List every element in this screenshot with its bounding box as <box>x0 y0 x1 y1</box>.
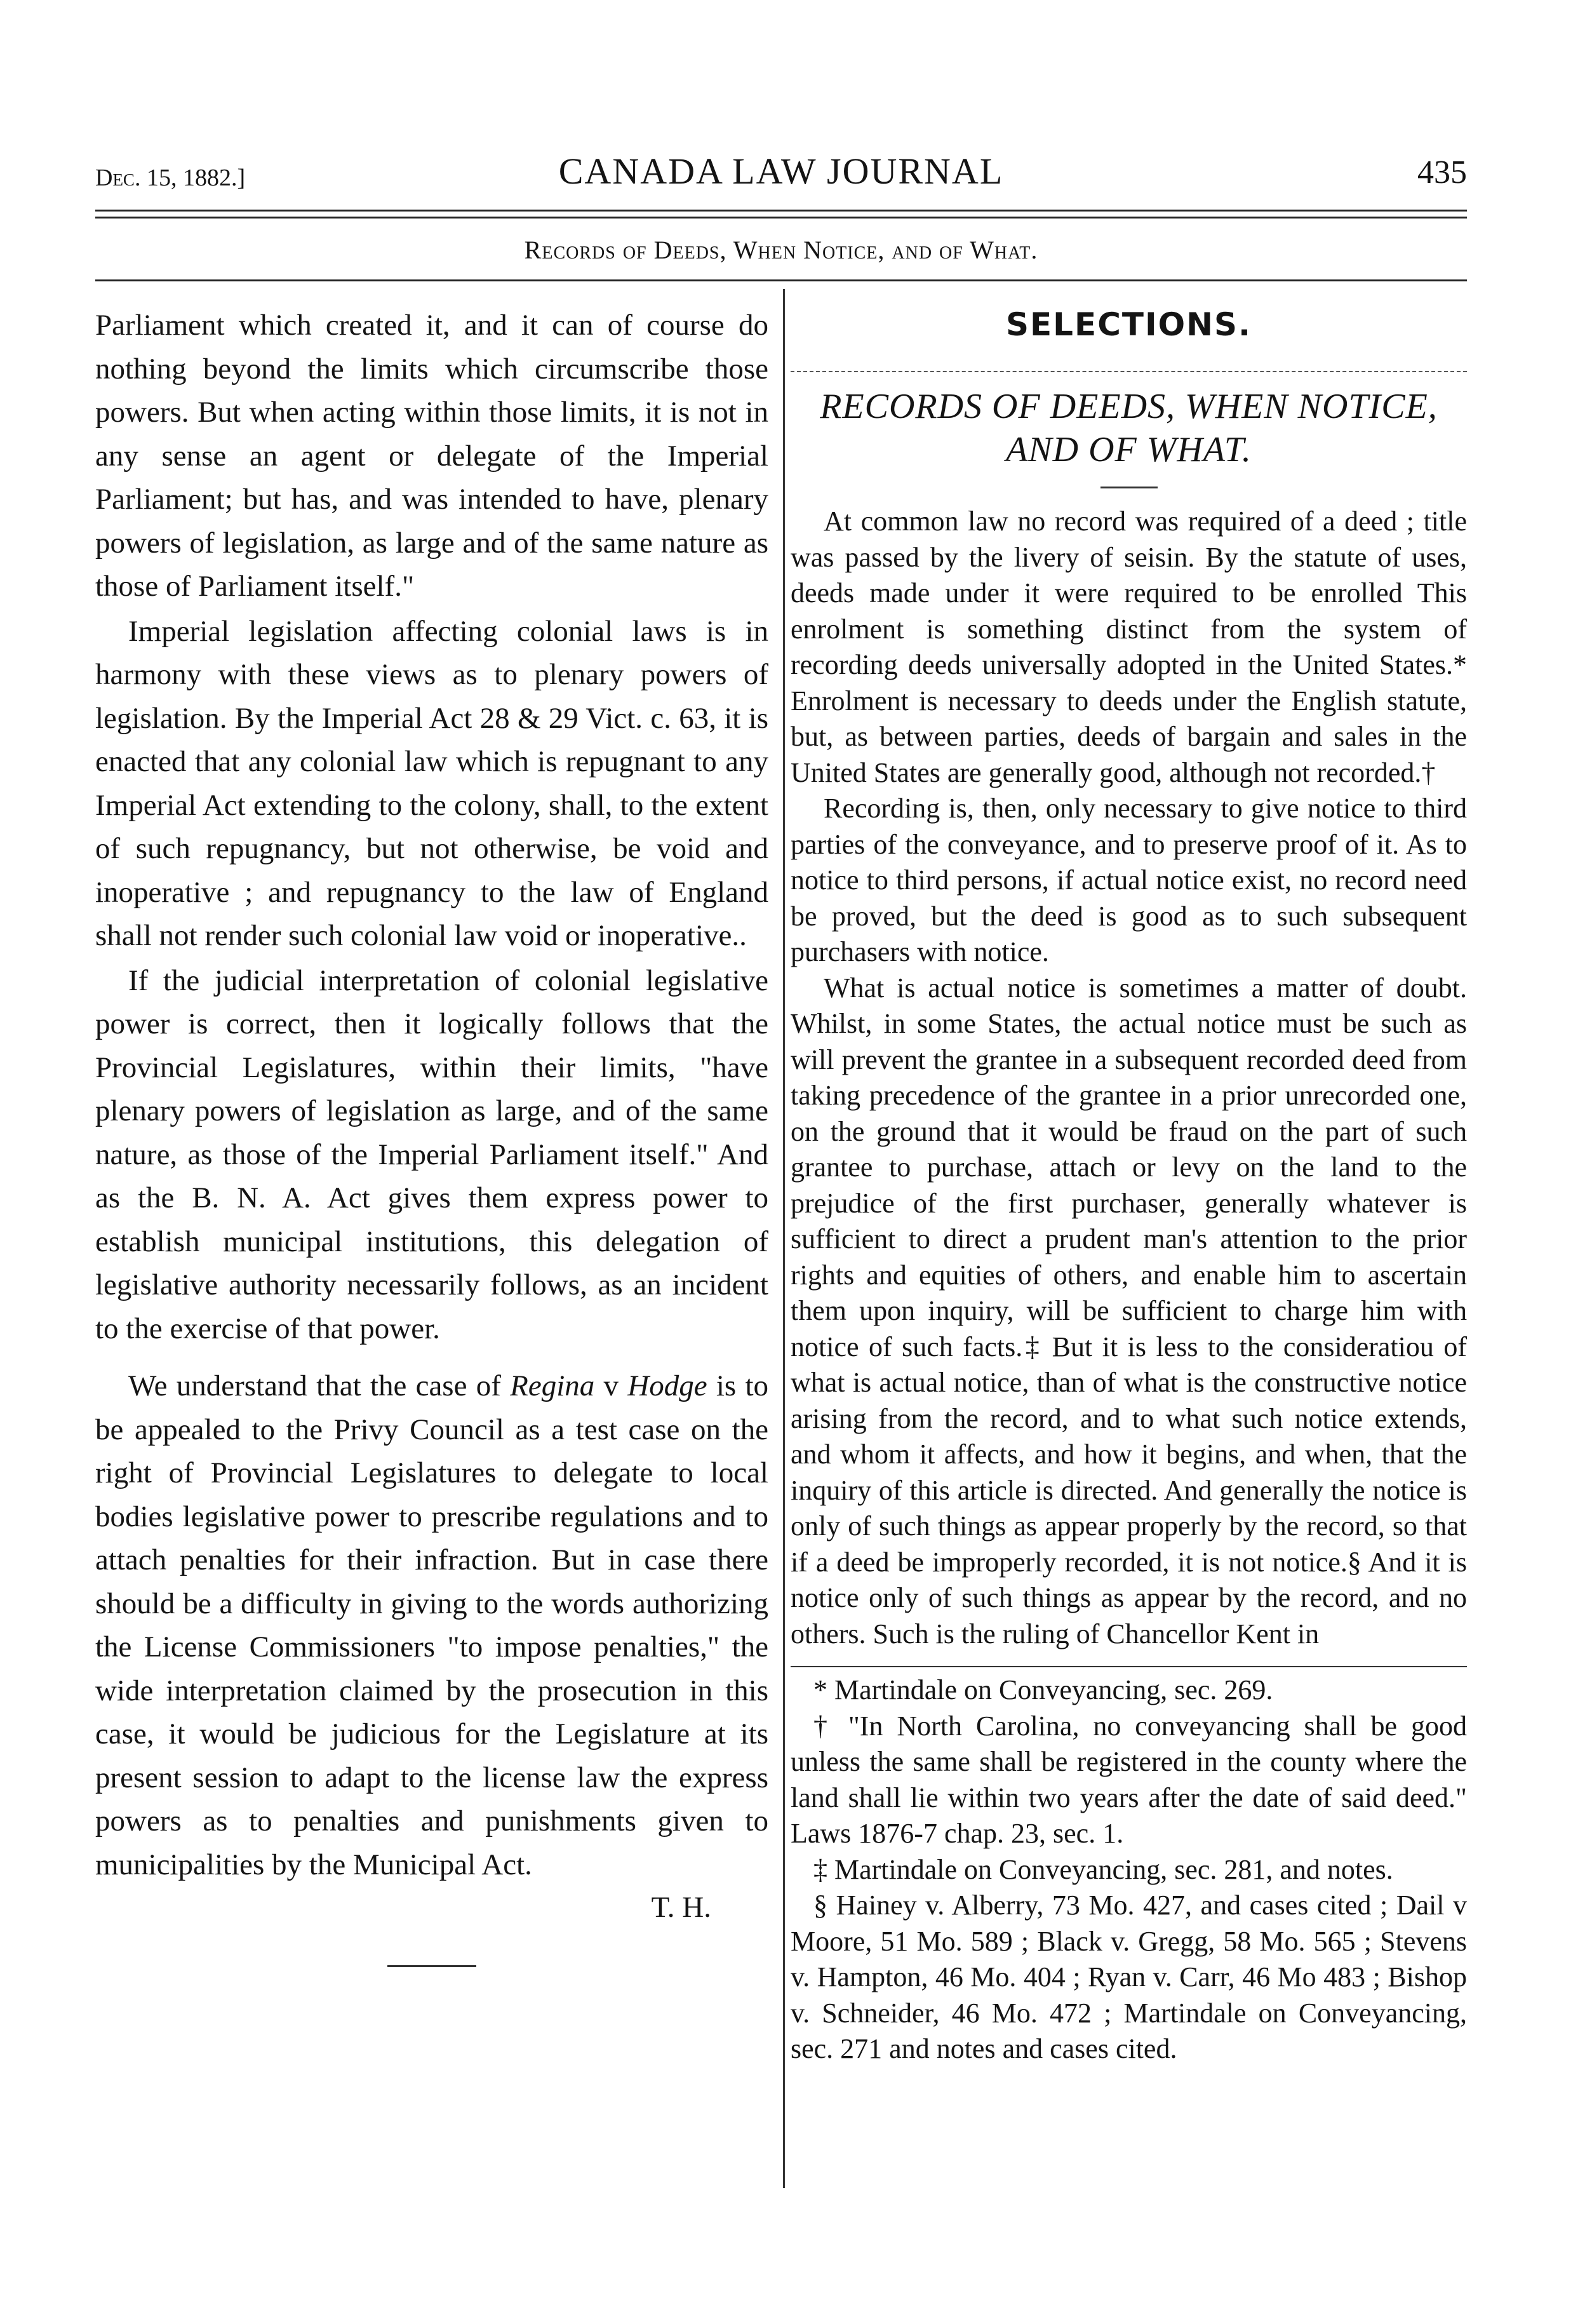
issue-date: Dec. 15, 1882.] <box>95 165 246 191</box>
left-paragraph-4 <box>95 1364 768 1886</box>
case-name: Regina <box>510 1369 595 1402</box>
case-intro: We understand that the case of <box>128 1369 511 1402</box>
right-paragraph-1: At common law no record was required of a deed ; title was passed by the livery of seisin. By the statute of uses, deeds made under it were required to be enrolled This enrolment is something distinct from the system of recording deeds universally adopted in the United States.* Enrolment is necessary to deeds under the English statute, but, as between parties, deeds of bargain and sales in the United States are generally good, although not recorded.† <box>791 506 1467 788</box>
left-paragraph-3: If the judicial interpretation of colonial legislative power is correct, then it logically follows that the Provincial Legislatures, within their limits, "have plenary powers of legislation as large, and of the same nature, as those of the Imperial Parliament itself." And as the B. N. A. Act gives them express power to establish municipal institutions, this delegation of legislative authority necessarily follows, as an incident to the exercise of that power. <box>95 964 768 1345</box>
footnote-rule <box>791 1666 1467 1667</box>
footnotes <box>791 1672 1467 2067</box>
section-divider <box>791 371 1467 372</box>
right-paragraph-2: Recording is, then, only necessary to give notice to third parties of the conveyance, and to preserve proof of it. As to notice to third persons, if actual notice exist, no record need be proved, but the deed is good as to such subsequent purchasers with notice. <box>791 793 1467 967</box>
running-title: Records of Deeds, When Notice, and of What. <box>524 236 1038 264</box>
left-column <box>95 304 768 1967</box>
right-column <box>791 304 1467 2067</box>
footnote-4: § Hainey v. Alberry, 73 Mo. 427, and cases cited ; Dail v Moore, 51 Mo. 589 ; Black v. Gregg, 58 Mo. 565 ; Stevens v. Hampton, 46 Mo. 404 ; Ryan v. Carr, 46 Mo 483 ; Bishop v. Schneider, 46 Mo. 472 ; Martindale on Conveyancing, sec. 271 and notes and cases cited. <box>791 1890 1467 2064</box>
end-of-article-rule <box>387 1965 476 1967</box>
journal-title: CANADA LAW JOURNAL <box>558 151 1004 192</box>
page-header <box>95 150 1467 194</box>
footnote-3: ‡ Martindale on Conveyancing, sec. 281, and notes. <box>813 1853 1393 1885</box>
left-paragraph-2: Imperial legislation affecting colonial laws is in harmony with these views as to plenary powers of legislation. By the Imperial Act 28 & 29 Vict. c. 63, it is enacted that any colonial law which is repugnant to any Imperial Act extending to the colony, shall, to the extent of such repugnancy, but not otherwise, be void and inoperative ; and repugnancy to the law of England shall not render such colonial law void or inoperative.. <box>95 614 768 952</box>
case-remainder: is to be appealed to the Privy Council as a test case on the right of Provincial Legislatures to delegate to local bodies legislative power to prescribe regulations and to attach penalties for their infraction. But in case there should be a difficulty in giving to the words authorizing the License Commissioners "to impose penalties," the wide interpretation claimed by the prosecution in this case, it would be judicious for the Legislature at its present session to adapt to the license law the express powers as to penalties and punishments given to municipalities by the Municipal Act. <box>95 1369 769 1881</box>
case-party: Hodge <box>627 1369 707 1402</box>
section-heading: SELECTIONS. <box>1006 306 1252 343</box>
running-title-rule <box>95 279 1467 281</box>
title-rule <box>1100 487 1158 488</box>
page-number: 435 <box>1417 154 1467 191</box>
right-paragraph-3: What is actual notice is sometimes a matter of doubt. Whilst, in some States, the actual notice must be such as will prevent the grantee in a subsequent recorded deed from taking precedence of the grantee in a prior unrecorded one, on the ground that it would be fraud on the part of such grantee to purchase, attach or levy on the land to the prejudice of the first purchaser, generally whatever is sufficient to direct a prudent man's attention to the prior rights and equities of others, and enable him to ascertain them upon inquiry, will be sufficient to charge him with notice of such facts.‡ But it is less to the consideratiou of what is actual notice, than of what is the constructive notice arising from the record, and to what such notice extends, and whom it affects, and how it begins, and when, that the inquiry of this article is directed. And generally the notice is only of such things as appear properly by the record, so that if a deed be improperly recorded, it is not notice.§ And it is notice only of such things as appear by the record, and no others. Such is the ruling of Chancellor Kent in <box>791 972 1467 1649</box>
footnote-1: * Martindale on Conveyancing, sec. 269. <box>813 1674 1273 1705</box>
article-title: RECORDS OF DEEDS, WHEN NOTICE, AND OF WHAT. <box>820 387 1438 469</box>
case-versus: v <box>594 1369 628 1402</box>
author-signature: T. H. <box>651 1891 711 1924</box>
header-double-rule <box>95 210 1467 218</box>
column-divider <box>783 289 785 2188</box>
left-paragraph-1: Parliament which created it, and it can of course do nothing beyond the limits which circumscribe those powers. But when acting within those limits, it is not in any sense an agent or delegate of the Imperial Parliament; but has, and was intended to have, plenary powers of legislation, as large and of the same nature as those of Parliament itself." <box>95 309 768 603</box>
footnote-2: † "In North Carolina, no conveyancing shall be good unless the same shall be registered in the county where the land shall lie within two years after the date of said deed." Laws 1876-7 chap. 23, sec. 1. <box>791 1710 1467 1849</box>
